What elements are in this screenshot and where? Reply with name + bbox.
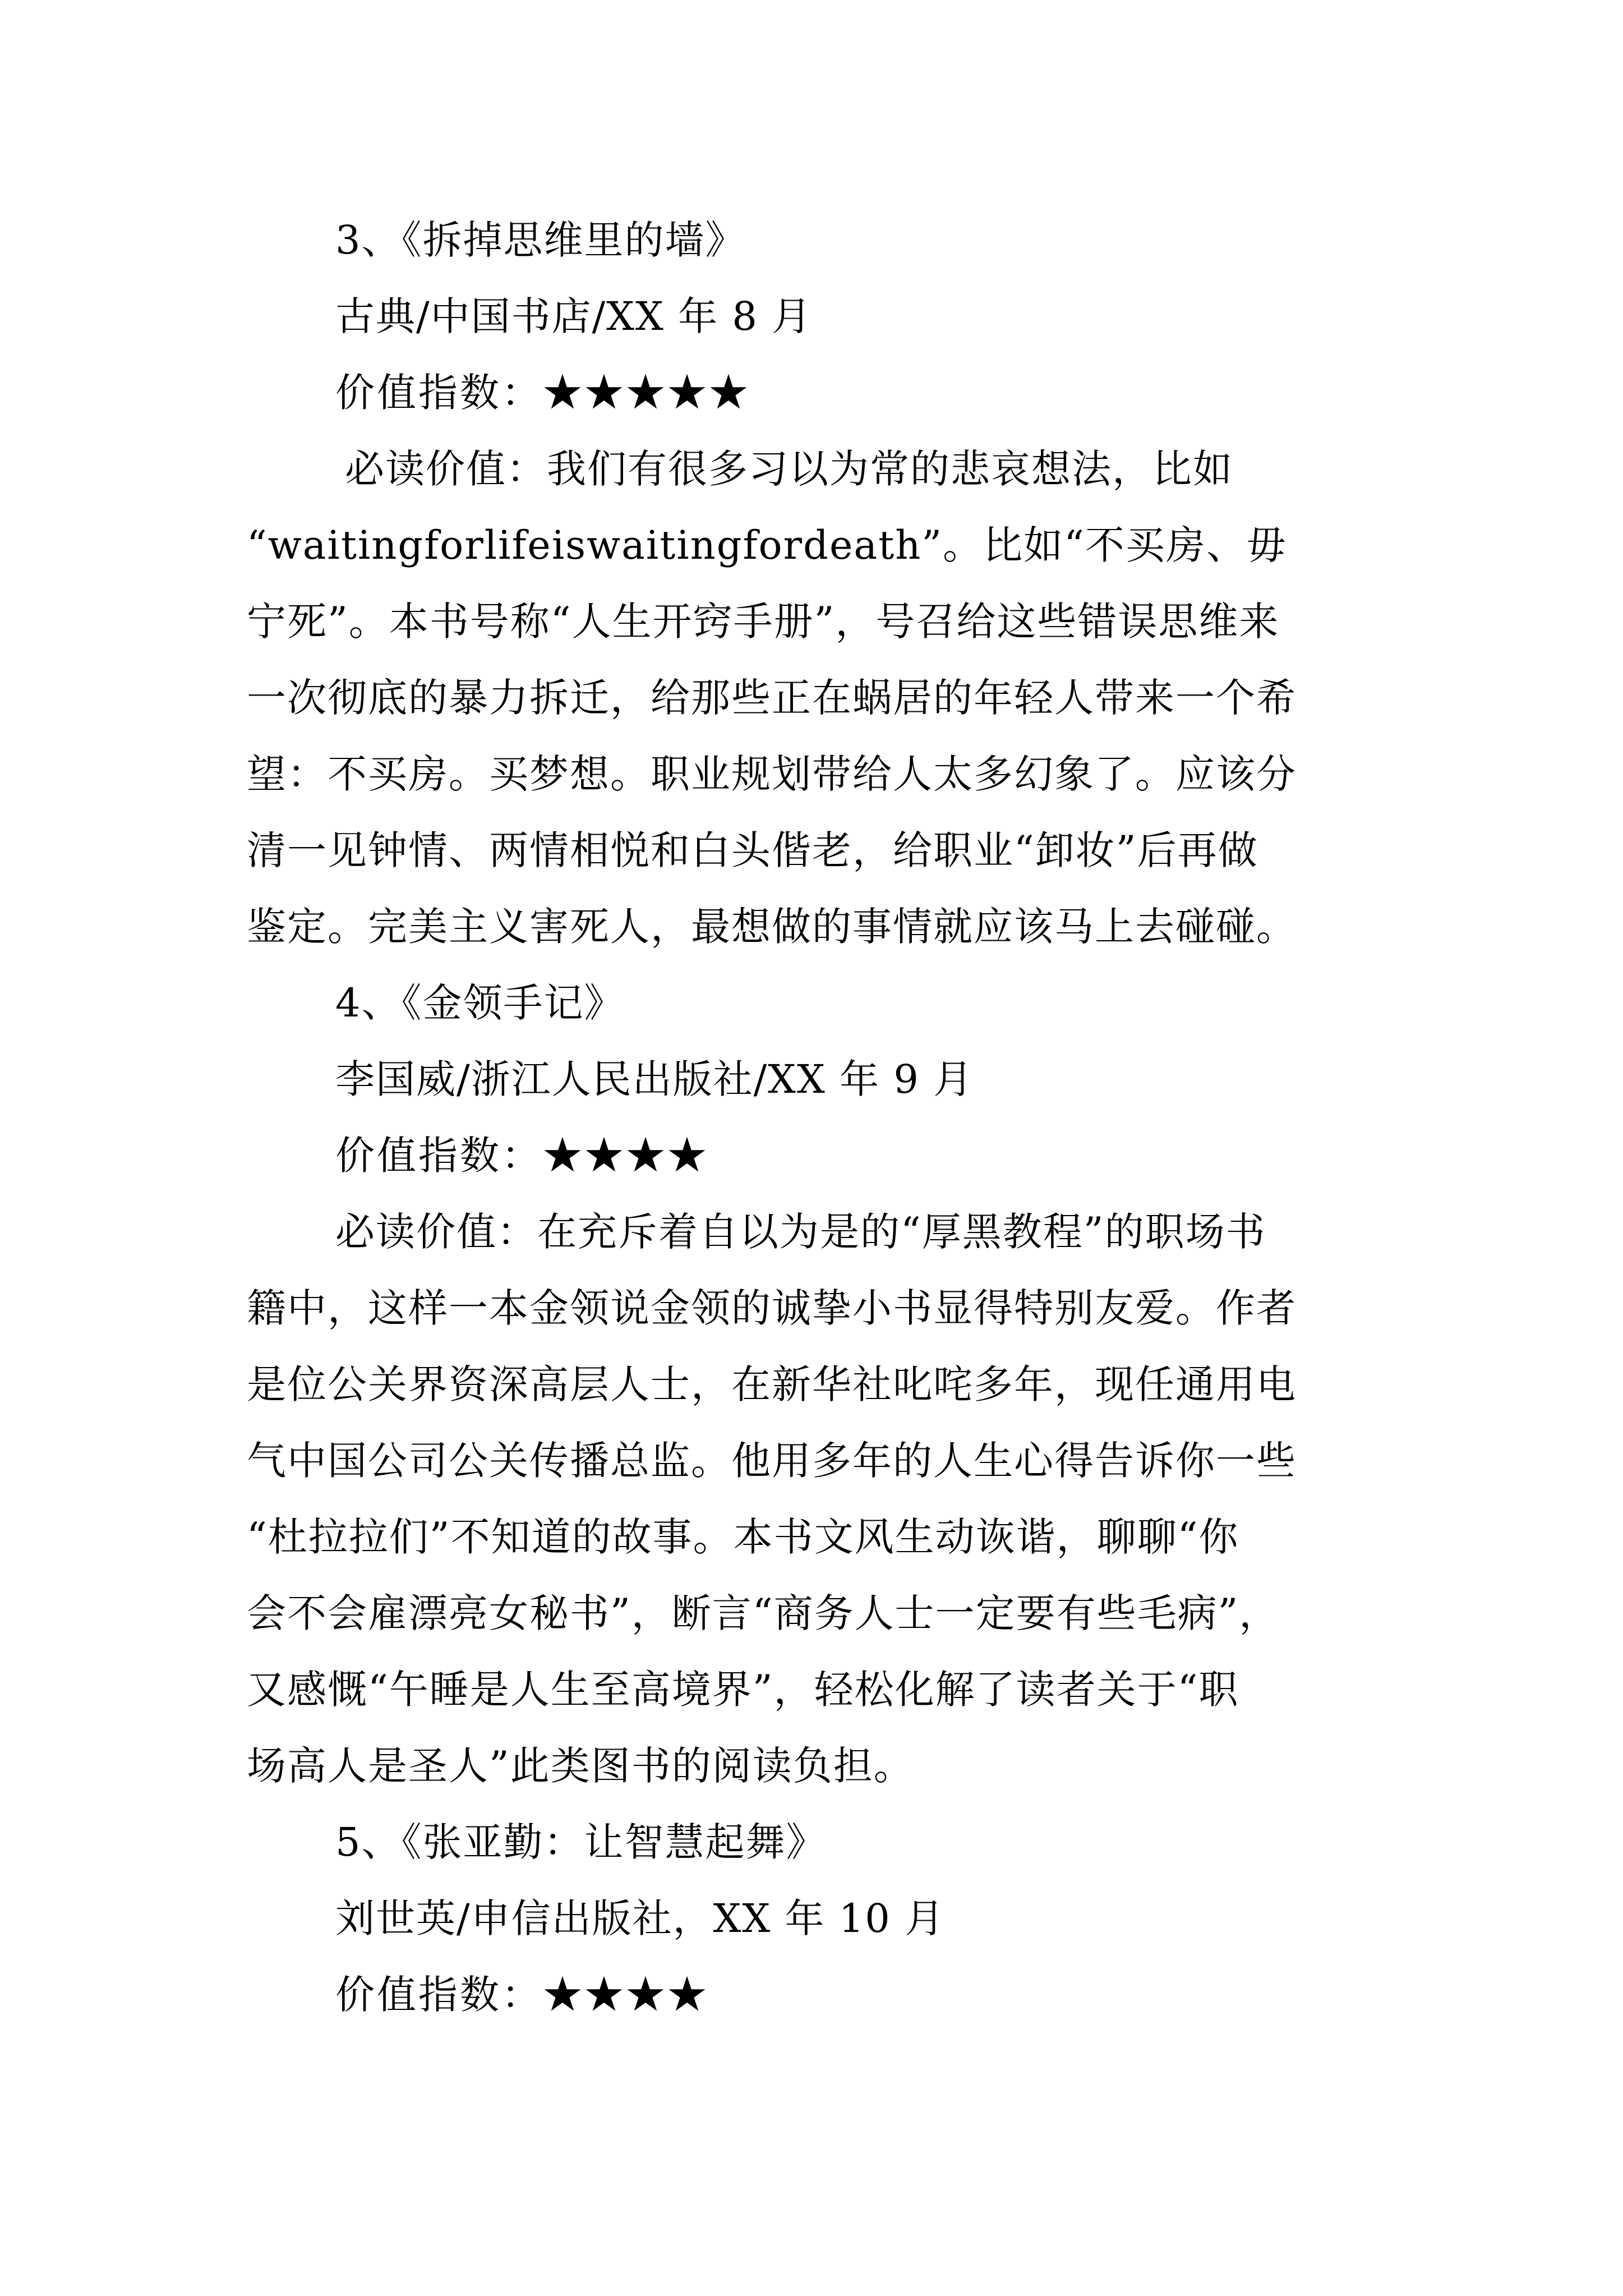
book-3-review-line-2: “waitingforlifeiswaitingfordeath”。比如“不买房、毋	[247, 522, 1287, 568]
book-3-title: 3、《拆掉思维里的墙》	[335, 217, 746, 263]
book-4-review-line-4: 气中国公司公关传播总监。他用多年的人生心得告诉你一些	[247, 1438, 1297, 1484]
book-3-review-line-1: 必读价值：我们有很多习以为常的悲哀想法，比如	[345, 446, 1233, 492]
book-4-review-line-8: 场高人是圣人”此类图书的阅读负担。	[247, 1743, 914, 1789]
book-3-review-line-7: 鉴定。完美主义害死人，最想做的事情就应该马上去碰碰。	[247, 904, 1297, 950]
book-4-review-line-5: “杜拉拉们”不知道的故事。本书文风生动诙谐，聊聊“你	[247, 1514, 1239, 1560]
book-3-rating: 价值指数：★★★★★	[335, 370, 750, 416]
book-5-author-publisher: 刘世英/申信出版社，XX 年 10 月	[335, 1895, 946, 1941]
book-4-title: 4、《金领手记》	[335, 980, 625, 1026]
book-3-review-line-6: 清一见钟情、两情相悦和白头偕老，给职业“卸妆”后再做	[247, 827, 1258, 873]
book-5-rating: 价值指数：★★★★	[335, 1972, 709, 2018]
book-4-rating: 价值指数：★★★★	[335, 1133, 709, 1179]
book-4-review-line-6: 会不会雇漂亮女秘书”，断言“商务人士一定要有些毛病”，	[247, 1590, 1280, 1636]
book-3-review-line-5: 望：不买房。买梦想。职业规划带给人太多幻象了。应该分	[247, 751, 1297, 797]
book-3-review-line-4: 一次彻底的暴力拆迁，给那些正在蜗居的年轻人带来一个希	[247, 675, 1297, 721]
book-3-review-line-3: 宁死”。本书号称“人生开窍手册”，号召给这些错误思维来	[247, 599, 1280, 645]
book-4-review-line-7: 又感慨“午睡是人生至高境界”，轻松化解了读者关于“职	[247, 1667, 1239, 1713]
book-4-review-line-2: 籍中，这样一本金领说金领的诚挚小书显得特别友爱。作者	[247, 1285, 1297, 1331]
document-body	[247, 202, 1391, 2033]
book-5-title: 5、《张亚勤：让智慧起舞》	[335, 1819, 827, 1865]
book-4-review-line-3: 是位公关界资深高层人士，在新华社叱咤多年，现任通用电	[247, 1361, 1297, 1407]
book-4-author-publisher: 李国威/浙江人民出版社/XX 年 9 月	[335, 1056, 974, 1102]
book-4-review-line-1: 必读价值：在充斥着自以为是的“厚黑教程”的职场书	[335, 1209, 1266, 1255]
book-3-author-publisher: 古典/中国书店/XX 年 8 月	[335, 293, 813, 339]
